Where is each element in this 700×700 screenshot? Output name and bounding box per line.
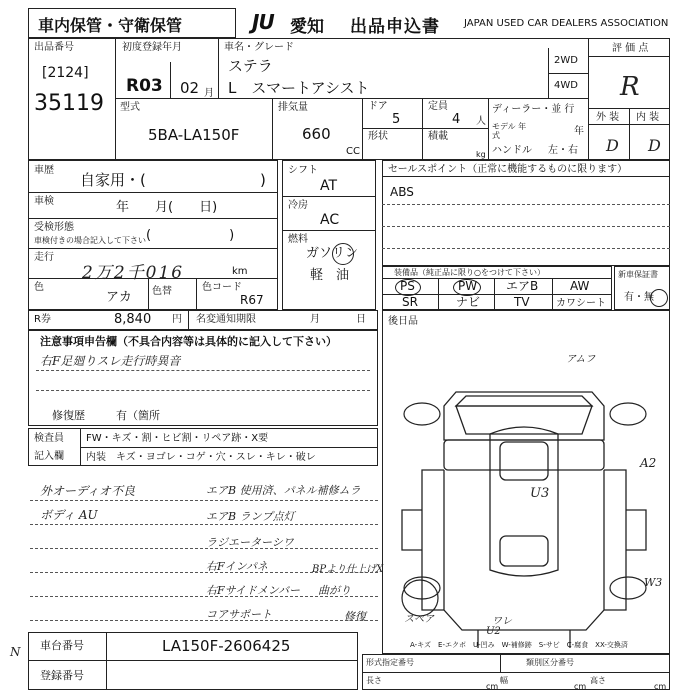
inspector-label-2: 記入欄 xyxy=(34,451,64,462)
model-label: 型式 xyxy=(120,102,140,113)
notes-text: 右F足廻りスレ走行時異音 xyxy=(40,354,181,368)
damage-legend: A-キズ E-エクボ U-凹み W-補修跡 S-サビ C-腐食 XX-交換済 xyxy=(410,641,628,649)
comment-8: コアサポート xyxy=(206,608,272,621)
recycle-yen: 円 xyxy=(172,314,182,325)
fuel-gas: ガソリン xyxy=(306,246,359,261)
mark-w3: W3 xyxy=(644,576,663,589)
capacity-label: 定員 xyxy=(428,101,448,112)
interior-grade: D xyxy=(648,136,661,155)
car-outline xyxy=(402,392,646,648)
inspector-label-1: 検査員 xyxy=(34,433,64,444)
mileage-value: 2万2千016 xyxy=(82,263,185,283)
reg-no-label: 登録番号 xyxy=(40,669,84,682)
notice-month: 月 xyxy=(310,314,320,325)
history-close: ) xyxy=(260,171,266,189)
notice-day: 日 xyxy=(356,314,366,325)
inspection-label: 車検 xyxy=(34,196,54,207)
comment-2: ボディ AU xyxy=(40,508,98,522)
equip-airbag: エアB xyxy=(506,279,539,293)
kg-unit: kg xyxy=(476,150,486,159)
shift-value: AT xyxy=(320,178,338,194)
comment-1: 外オーディオ不良 xyxy=(40,484,136,498)
handle-value: 左・右 xyxy=(548,145,578,156)
equipment-label: 装備品（純正品に限り○をつけて下さい） xyxy=(394,268,545,277)
score-value: R xyxy=(620,72,640,102)
color-change-label: 色替 xyxy=(152,286,172,297)
exterior-grade: D xyxy=(606,136,619,155)
notes-label: 注意事項申告欄（不具合内容等は具体的に記入して下さい） xyxy=(40,335,337,348)
handle-label: ハンドル xyxy=(492,145,532,156)
sales-point-value: ABS xyxy=(390,185,414,199)
drive-2wd: 2WD xyxy=(554,55,578,66)
equip-leather: カワシート xyxy=(556,298,606,309)
door-count: 5 xyxy=(392,112,401,127)
displacement-label: 排気量 xyxy=(278,102,308,113)
lot-number: 35119 xyxy=(34,91,104,116)
warranty-label: 新車保証書 xyxy=(618,270,658,279)
history-value: 自家用・( xyxy=(80,171,146,189)
drive-4wd: 4WD xyxy=(554,80,578,91)
shape-label: 形状 xyxy=(368,131,388,142)
after-label: 後日品 xyxy=(388,316,418,327)
score-label: 評 価 点 xyxy=(612,43,649,54)
recycle-label: R券 xyxy=(34,314,51,325)
fuel-circle xyxy=(332,243,354,265)
equip-pw: PW xyxy=(458,279,478,293)
ac-label: 冷房 xyxy=(288,200,308,211)
equip-sr: SR xyxy=(402,295,418,309)
comment-5: ラジエーターシワ xyxy=(206,536,294,549)
color-code: R67 xyxy=(240,293,264,307)
vehicle-name-label: 車名・グレード xyxy=(224,42,294,53)
mark-crack: ワレ xyxy=(492,616,512,627)
inspector-interior-label: 内装 xyxy=(86,452,106,463)
mark-a2: A2 xyxy=(640,456,657,470)
length-label: 長さ xyxy=(366,676,382,685)
color-value: アカ xyxy=(106,290,132,305)
comment-10: 曲がり xyxy=(318,584,351,597)
month-unit: 月 xyxy=(204,88,214,99)
chassis-value: LA150F-2606425 xyxy=(162,637,291,655)
margin-n-mark: N xyxy=(10,645,21,659)
capacity: 4 xyxy=(452,112,461,127)
recycle-form-paren: ( ) xyxy=(146,228,235,243)
listing-bracket-no: [2124] xyxy=(42,65,89,81)
model-year-label: モデル 年式 xyxy=(492,122,527,140)
form-title: 出品申込書 xyxy=(350,17,440,37)
equip-tv: TV xyxy=(514,295,530,309)
vehicle-grade: L スマートアシスト xyxy=(228,79,370,97)
width-label: 幅 xyxy=(500,676,508,685)
equip-navi: ナビ xyxy=(456,295,481,309)
comment-11: 修復 xyxy=(344,610,366,623)
comment-6: 右Fインパネ xyxy=(206,560,268,573)
height-cm: cm xyxy=(654,682,667,691)
ju-logo: JU xyxy=(252,10,274,34)
width-cm: cm xyxy=(574,682,587,691)
first-reg-month: 02 xyxy=(180,79,200,97)
class-no-label: 類別区分番号 xyxy=(526,658,574,667)
wheels xyxy=(404,403,646,599)
ac-value: AC xyxy=(320,212,340,228)
repair-value: 有（箇所 xyxy=(116,409,160,422)
color-label: 色 xyxy=(34,282,44,293)
association-name: 愛知 xyxy=(290,17,324,37)
equip-ps: PS xyxy=(400,279,415,293)
year-unit: 年 xyxy=(574,126,584,137)
comment-7: 右Fサイドメンバー xyxy=(206,584,300,597)
comment-3: エアB 使用済、パネル補修ムラ xyxy=(206,484,361,497)
repair-label: 修復歴 xyxy=(52,409,85,422)
km-unit: km xyxy=(232,266,248,277)
mark-spare: スペア xyxy=(404,614,434,625)
recycle-form-label: 受検形態 xyxy=(34,222,74,233)
comment-9: BPより仕上げX xyxy=(312,564,384,575)
storage-note: 車内保管・守衛保管 xyxy=(38,16,183,35)
fuel-diesel: 軽 油 xyxy=(310,268,350,283)
exterior-label: 外 装 xyxy=(596,112,620,123)
model-code: 5BA-LA150F xyxy=(148,126,240,144)
capacity-unit: 人 xyxy=(476,116,486,127)
notice-label: 名変通知期限 xyxy=(196,314,256,325)
car-diagram xyxy=(382,330,670,650)
association-english: JAPAN USED CAR DEALERS ASSOCIATION xyxy=(464,18,669,29)
displacement: 660 xyxy=(302,125,331,143)
sales-point-label: セールスポイント（正常に機能するものに限ります） xyxy=(388,164,628,175)
listing-no-label: 出品番号 xyxy=(34,42,74,53)
comment-4: エアB ランプ点灯 xyxy=(206,510,295,523)
equip-ps-circle xyxy=(395,279,421,296)
history-label: 車歴 xyxy=(34,165,54,176)
height-label: 高さ xyxy=(590,676,606,685)
shape-no-label: 形式指定番号 xyxy=(366,658,414,667)
inspector-interior-line: キズ・ヨゴレ・コゲ・穴・スレ・キレ・破レ xyxy=(116,452,316,463)
interior-label: 内 装 xyxy=(636,112,660,123)
shift-label: シフト xyxy=(288,165,318,176)
fuel-label: 燃料 xyxy=(288,234,308,245)
inspection-value: 年 月( 日) xyxy=(116,200,218,215)
cc-unit: CC xyxy=(346,146,360,157)
warranty-value: 有・無 xyxy=(624,292,654,303)
first-reg-label: 初度登録年月 xyxy=(122,42,182,53)
recycle-amount: 8,840 xyxy=(114,312,152,327)
warranty-circle xyxy=(650,289,668,307)
first-reg-era: R03 xyxy=(126,76,163,96)
equip-pw-circle xyxy=(453,279,481,296)
mark-u3: U3 xyxy=(530,486,550,501)
load-label: 積載 xyxy=(428,131,448,142)
recycle-form-note: 車検付きの場合記入して下さい xyxy=(34,236,146,245)
inspector-fw-line: FW・キズ・割・ヒビ割・リペア跡・X要 xyxy=(86,433,269,444)
equip-aw: AW xyxy=(570,279,590,293)
dealer-label: ディーラー・並 行 xyxy=(492,104,575,115)
mark-amf: アムフ xyxy=(566,354,596,365)
mileage-label: 走行 xyxy=(34,252,54,263)
length-cm: cm xyxy=(486,682,499,691)
color-code-label: 色コード xyxy=(202,282,242,293)
mark-u2: U2 xyxy=(486,626,501,637)
chassis-label: 車台番号 xyxy=(40,639,84,652)
vehicle-name: ステラ xyxy=(228,57,273,75)
door-label: ドア xyxy=(368,101,388,112)
